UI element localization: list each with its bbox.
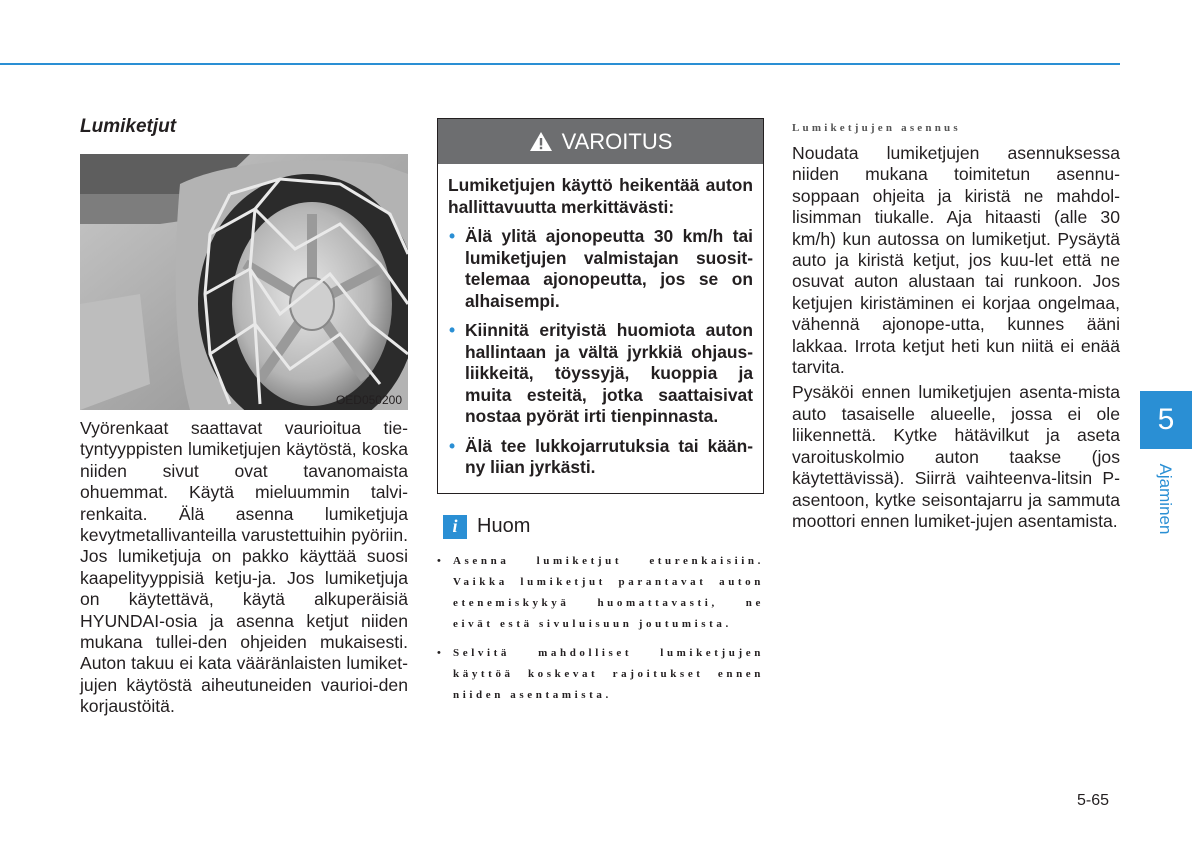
bullet-icon: • (437, 554, 441, 567)
note-section (437, 515, 764, 706)
chapter-tab: 5 (1140, 391, 1192, 449)
warning-box (437, 118, 764, 494)
note-item-text: Selvitä mahdolliset lumiketjujen käyttöä koskevat rajoitukset ennen niiden asentamista. (453, 646, 764, 701)
bullet-icon: • (437, 646, 441, 659)
note-item-text: Asenna lumiketjut eturenkaisiin. Vaikka lumiketjut parantavat auton etenemiskykyä huomattavasti, ne eivät estä sivuluisuun joutumista. (453, 554, 764, 630)
chapter-label: Ajaminen (1156, 463, 1175, 535)
warning-item (448, 320, 753, 428)
warning-body (438, 164, 763, 493)
warning-triangle-icon (529, 131, 553, 152)
warning-intro: Lumiketjujen käyttö heikentää auton hallittavuutta merkittävästi: (448, 175, 753, 217)
install-paragraph: Noudata lumiketjujen asennuksessa niiden mukana toimitetun asennu-soppaan ohjeita ja kiristä ne mahdol-lisimman tiukalle. Aja hitaasti (alle 30 km/h) kun autossa on lumiketjut. Pysäytä auto ja kiristä ketjut, jos kuu-let että ne osuvat auton alustaan tai runkoon. Jos ketjujen kiristäminen ei korjaa ongelmaa, vähennä ajonope-utta, kunnes ääni lakkaa. Irrota ketjut heti kun niitä ei enää tarvita. (792, 143, 1120, 378)
left-column (80, 116, 408, 718)
install-paragraph: Pysäköi ennen lumiketjujen asenta-mista auto tasaiselle alueelle, jossa ei ole liikennettä. Kytke hätävilkut ja aseta varoituskolmio auton taakse (jos käytettävissä). Siirrä vaihteenva-litsin P-asentoon, kytke seisontajarru ja sammuta moottori ennen lumiket-jujen asentamista. (792, 382, 1120, 531)
note-item (437, 643, 764, 706)
warning-title: VAROITUS (561, 128, 673, 154)
info-icon: i (443, 515, 467, 539)
chapter-label-container (1141, 458, 1189, 540)
warning-header (438, 119, 763, 164)
install-heading: Lumiketjujen asennus (792, 122, 961, 134)
bullet-icon: • (449, 435, 456, 456)
warning-item-text: Kiinnitä erityistä huomiota auton hallintaan ja vältä jyrkkiä ohjaus-liikkeitä, töyssyjä, kuoppia ja muita esteitä, jotka saattaisivat nostaa pyörät irti tienpinnasta. (465, 320, 753, 426)
note-title: Huom (477, 515, 531, 537)
warning-item (448, 436, 753, 479)
section-title: Lumiketjut (80, 116, 177, 137)
figure-code: OED050200 (335, 393, 402, 407)
warning-list (448, 226, 753, 479)
right-column (792, 122, 1120, 532)
top-rule (0, 63, 1120, 65)
left-paragraph: Vyörenkaat saattavat vaurioitua tie-tyntyyppisten lumiketjujen käytöstä, koska niiden sivut ovat tavanomaista ohuemmat. Käytä mieluummin talvi-renkaita. Älä asenna lumiketjuja kevytmetallivanteilla varustettuihin pyöriin. Jos lumiketjuja on pakko käyttää suosi kaapelityyppisiä ketju-ja. Jos lumiketjuja on käytettävä, käytä alkuperäisiä HYUNDAI-osia ja asenna ketjut niiden mukana tullei-den ohjeiden mukaisesti. Auton takuu ei kata vääränlaisten lumiket-jujen käytöstä aiheutuneiden vaurioi-den korjaustöitä. (80, 418, 408, 717)
middle-column (437, 118, 764, 714)
snow-chain-figure (80, 154, 408, 410)
warning-item (448, 226, 753, 312)
note-item (437, 551, 764, 635)
bullet-icon: • (449, 320, 456, 340)
note-list (437, 551, 764, 706)
page-number: 5-65 (1077, 792, 1110, 809)
warning-item-text: Älä tee lukkojarrutuksia tai kään-ny liian jyrkästi. (465, 435, 753, 477)
note-header (437, 515, 764, 539)
warning-item-text: Älä ylitä ajonopeutta 30 km/h tai lumiketjujen valmistajan suosit-telemaa ajonopeutta, jos se on alhaisempi. (465, 226, 753, 311)
bullet-icon: • (449, 226, 456, 246)
wheel-with-snow-chain-illustration (80, 154, 408, 410)
